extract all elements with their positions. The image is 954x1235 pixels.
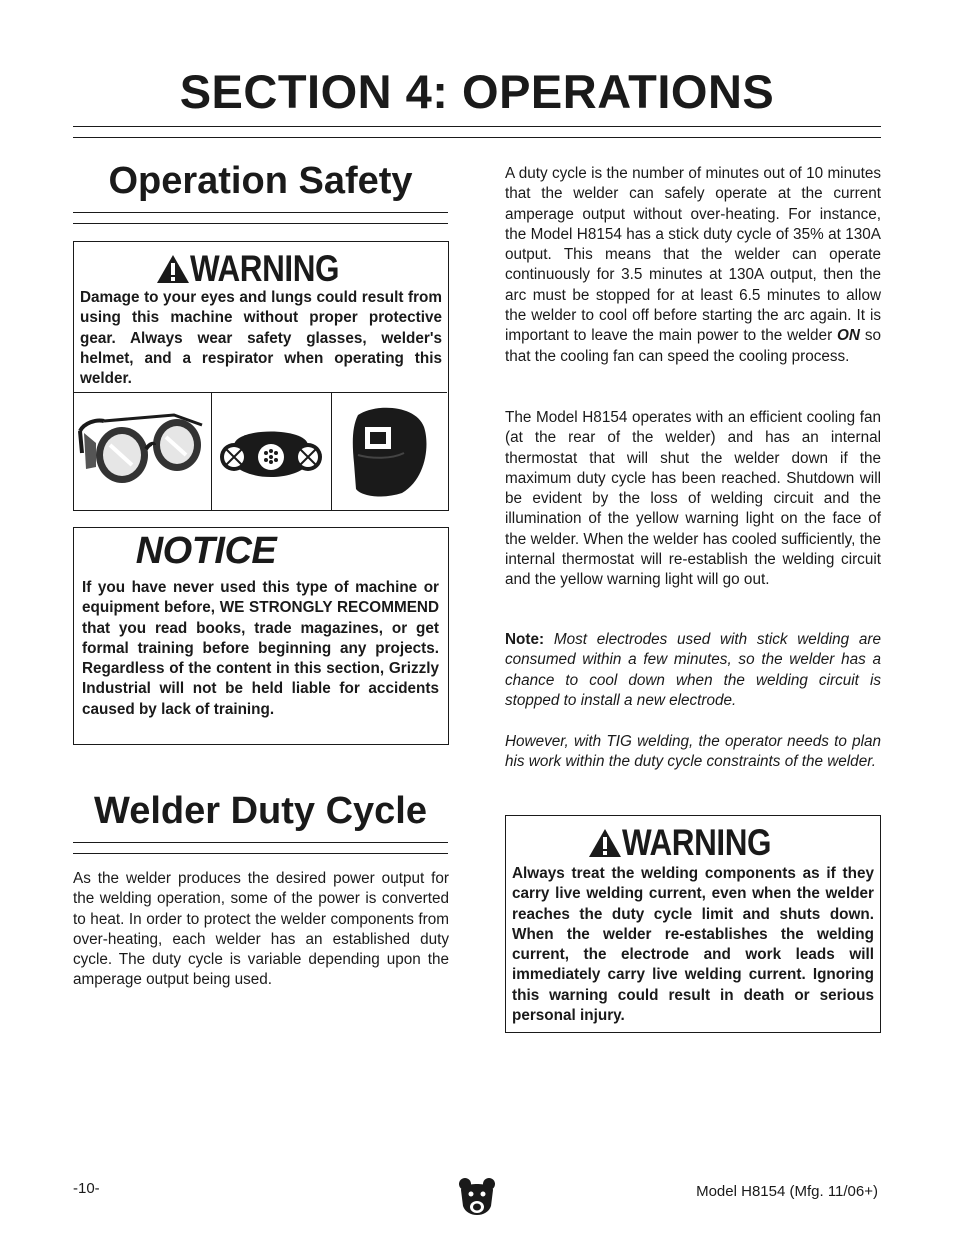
warning-box-eye-lung: [73, 241, 449, 511]
welding-helmet-cell: [332, 392, 447, 510]
notice-box: [73, 527, 449, 745]
notice-text: If you have never used this type of machine or equipment before, WE STRONGLY RECOMMEND that you read books, trade magazines, or get formal training before beginning any projects. Regardless of the content in this section, Grizzly Industrial will not be held liable for accidents caused by lack of training.: [82, 579, 439, 718]
op-safety-rule-top: [73, 212, 448, 213]
duty-cycle-intro-paragraph: As the welder produces the desired power output for the welding operation, some of the power is converted to heat. In order to protect the welder components from over-heating, each welder has an established duty cycle. The duty cycle is variable depending upon the amperage output being used.: [73, 870, 449, 989]
section-title: SECTION 4: OPERATIONS: [179, 65, 775, 118]
note-text: Most electrodes used with stick welding are consumed within a few minutes, so the welder has a chance to cool down when the welding circuit is stopped to install a new electrode.: [505, 631, 881, 709]
warning-label: WARNING: [622, 822, 772, 863]
para1-text-after: so that the cooling fan can speed the cooling process.: [505, 327, 882, 365]
duty-cycle-rule-top: [73, 842, 448, 843]
respirator-icon: [212, 393, 330, 507]
title-rule-bottom: [73, 137, 881, 138]
warning-header: [74, 244, 448, 294]
warning-label: WARNING: [190, 248, 340, 289]
duty-cycle-rule-bottom: [73, 853, 448, 854]
duty-cycle-definition-paragraph: [505, 164, 881, 367]
page-number: -10-: [73, 1180, 100, 1197]
respirator-cell: [212, 392, 332, 510]
cooling-fan-paragraph: The Model H8154 operates with an efficient cooling fan (at the rear of the welder) and has an internal thermostat that will shut the welder down if the maximum duty cycle has been reached. Shutdown will be evident by the loss of welding circuit and the illumination of the yellow warning light on the face of the welder. When the welder has cooled sufficiently, the internal thermostat will re-establish the welding circuit and the yellow warning light will go out.: [505, 409, 881, 589]
welding-helmet-icon: [332, 393, 446, 507]
op-safety-rule-bottom: [73, 223, 448, 224]
warning-triangle-icon: [156, 254, 190, 284]
grizzly-bear-logo-icon: [457, 1176, 497, 1222]
welder-duty-cycle-heading: Welder Duty Cycle: [94, 790, 427, 832]
safety-glasses-cell: [74, 392, 212, 510]
safety-glasses-icon: [74, 393, 208, 507]
model-info: Model H8154 (Mfg. 11/06+): [696, 1183, 878, 1200]
warning-header: [506, 818, 880, 868]
warning-box-live-current: [505, 815, 881, 1033]
title-rule-top: [73, 126, 881, 127]
warning-triangle-icon: [588, 828, 622, 858]
tig-welding-paragraph: However, with TIG welding, the operator needs to plan his work within the duty cycle constraints of the welder.: [505, 733, 881, 771]
para1-text-before: A duty cycle is the number of minutes out of 10 minutes that the welder can safely operate at the current amperage output without over-heating. For instance, the Model H8154 has a stick duty cycle of 35% at 130A output. This means that the welder can operate continuously for 3.5 minutes at 130A output, then the arc must be stopped for at least 6.5 minutes to allow the welder to cool off before starting the arc again. It is important to leave the main power to the welder: [505, 165, 881, 345]
note-label: Note:: [505, 631, 545, 648]
warning-text: Damage to your eyes and lungs could result from using this machine without proper protective gear. Always wear safety glasses, welder's helmet, and a respirator when operating this welder.: [80, 289, 442, 388]
warning-text: Always treat the welding components as if they carry live welding current, even when the welder reaches the duty cycle limit and shuts down. When the welder re-establishes the welding current, the electrode and work leads will immediately carry live welding current. Ignoring this warning could result in death or serious personal injury.: [512, 865, 874, 1025]
on-emphasis: ON: [837, 327, 860, 345]
notice-label: NOTICE: [135, 530, 277, 572]
grizzly-logo: [457, 1176, 497, 1227]
operation-safety-heading: Operation Safety: [108, 160, 413, 202]
note-paragraph: [505, 630, 881, 711]
